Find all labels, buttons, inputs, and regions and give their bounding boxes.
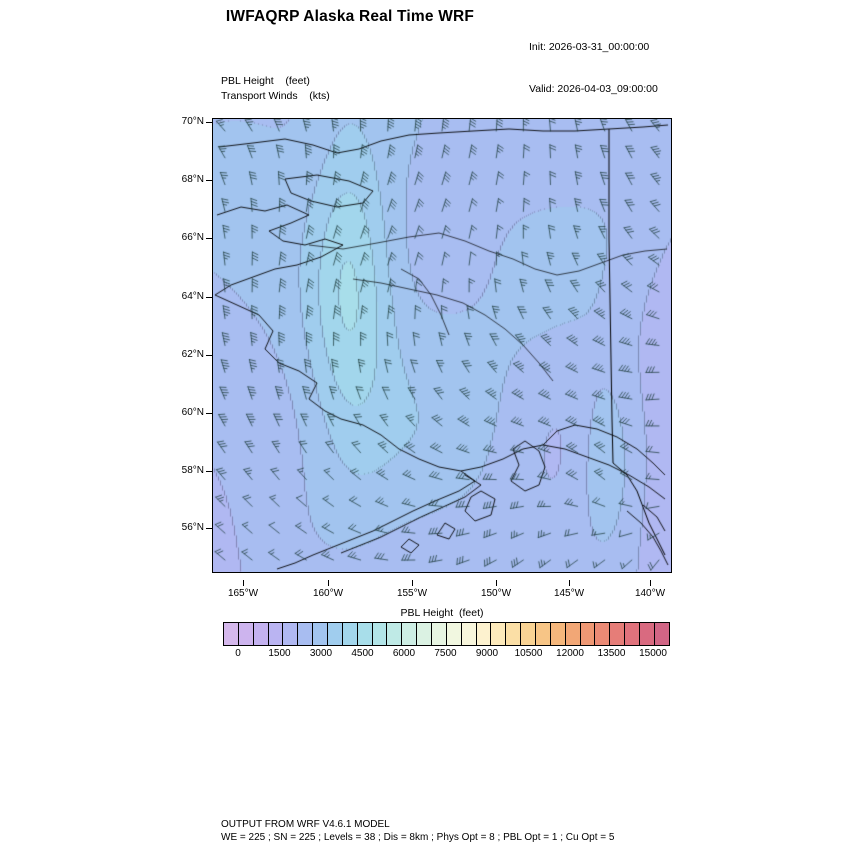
map-canvas	[213, 119, 671, 572]
colorbar-tick-label: 12000	[556, 648, 584, 659]
longitude-tick-mark	[412, 580, 413, 586]
colorbar-swatch	[581, 623, 596, 645]
colorbar-swatch	[462, 623, 477, 645]
colorbar-swatch	[447, 623, 462, 645]
colorbar-swatch	[477, 623, 492, 645]
longitude-tick-label: 160°W	[312, 588, 344, 599]
latitude-tick-mark	[206, 297, 212, 298]
colorbar-swatch	[328, 623, 343, 645]
footer-line-2: WE = 225 ; SN = 225 ; Levels = 38 ; Dis = 8km ; Phys Opt = 8 ; PBL Opt = 1 ; Cu Opt = 5	[221, 832, 615, 843]
colorbar-tick-labels	[180, 648, 720, 664]
colorbar-swatch	[269, 623, 284, 645]
latitude-tick-label: 66°N	[181, 232, 204, 243]
field-label-transport-winds: Transport Winds (kts)	[221, 89, 330, 102]
longitude-tick-label: 155°W	[396, 588, 428, 599]
colorbar-tick-label: 9000	[475, 648, 499, 659]
latitude-tick-label: 60°N	[181, 407, 204, 418]
colorbar-swatch	[536, 623, 551, 645]
colorbar-swatch	[595, 623, 610, 645]
colorbar-swatch	[625, 623, 640, 645]
colorbar-tick-label: 6000	[392, 648, 416, 659]
footer-line-1: OUTPUT FROM WRF V4.6.1 MODEL	[221, 819, 390, 830]
latitude-tick-label: 56°N	[181, 522, 204, 533]
colorbar-swatch	[343, 623, 358, 645]
colorbar[interactable]	[223, 622, 670, 646]
colorbar-swatch	[313, 623, 328, 645]
colorbar-swatch	[298, 623, 313, 645]
colorbar-swatch	[432, 623, 447, 645]
colorbar-swatch	[283, 623, 298, 645]
latitude-tick-mark	[206, 471, 212, 472]
latitude-tick-label: 64°N	[181, 291, 204, 302]
colorbar-tick-label: 4500	[351, 648, 374, 659]
colorbar-swatch	[655, 623, 669, 645]
colorbar-tick-label: 0	[235, 648, 241, 659]
colorbar-swatch	[566, 623, 581, 645]
latitude-tick-label: 68°N	[181, 174, 204, 185]
colorbar-swatch	[239, 623, 254, 645]
colorbar-swatch	[358, 623, 373, 645]
colorbar-swatch	[491, 623, 506, 645]
colorbar-tick-label: 13500	[597, 648, 626, 659]
longitude-tick-label: 165°W	[227, 588, 259, 599]
latitude-tick-label: 70°N	[181, 116, 204, 127]
colorbar-swatch	[402, 623, 417, 645]
latitude-tick-mark	[206, 238, 212, 239]
latitude-axis	[140, 118, 206, 573]
colorbar-swatch	[551, 623, 566, 645]
init-valid-block	[529, 12, 658, 110]
longitude-tick-label: 145°W	[553, 588, 585, 599]
colorbar-swatch	[254, 623, 269, 645]
latitude-tick-mark	[206, 528, 212, 529]
colorbar-swatch	[387, 623, 402, 645]
colorbar-tick-label: 15000	[639, 648, 667, 659]
field-label-block	[221, 74, 330, 103]
longitude-tick-mark	[569, 580, 570, 586]
page-title: IWFAQRP Alaska Real Time WRF	[225, 8, 475, 25]
longitude-axis	[212, 580, 672, 600]
colorbar-swatch	[610, 623, 625, 645]
longitude-tick-label: 140°W	[634, 588, 666, 599]
colorbar-tick-label: 7500	[434, 648, 457, 659]
colorbar-title: PBL Height (feet)	[400, 607, 484, 619]
longitude-tick-mark	[243, 580, 244, 586]
longitude-tick-mark	[496, 580, 497, 586]
latitude-tick-mark	[206, 413, 212, 414]
colorbar-swatch	[521, 623, 536, 645]
map-plot-area[interactable]	[212, 118, 672, 573]
latitude-tick-label: 58°N	[181, 465, 204, 476]
colorbar-swatch	[417, 623, 432, 645]
longitude-tick-mark	[328, 580, 329, 586]
latitude-tick-mark	[206, 180, 212, 181]
colorbar-tick-label: 1500	[268, 648, 291, 659]
colorbar-swatch	[640, 623, 655, 645]
footer-model-info	[221, 818, 614, 844]
colorbar-swatch	[506, 623, 521, 645]
colorbar-tick-label: 3000	[309, 648, 333, 659]
colorbar-swatch	[224, 623, 239, 645]
init-time: Init: 2026-03-31_00:00:00	[529, 41, 650, 53]
latitude-tick-mark	[206, 122, 212, 123]
latitude-tick-label: 62°N	[181, 349, 204, 360]
latitude-tick-mark	[206, 355, 212, 356]
colorbar-swatch	[373, 623, 388, 645]
valid-time: Valid: 2026-04-03_09:00:00	[529, 83, 658, 95]
field-label-pbl-height: PBL Height (feet)	[221, 75, 310, 87]
colorbar-tick-label: 10500	[514, 648, 543, 659]
longitude-tick-label: 150°W	[480, 588, 512, 599]
longitude-tick-mark	[650, 580, 651, 586]
